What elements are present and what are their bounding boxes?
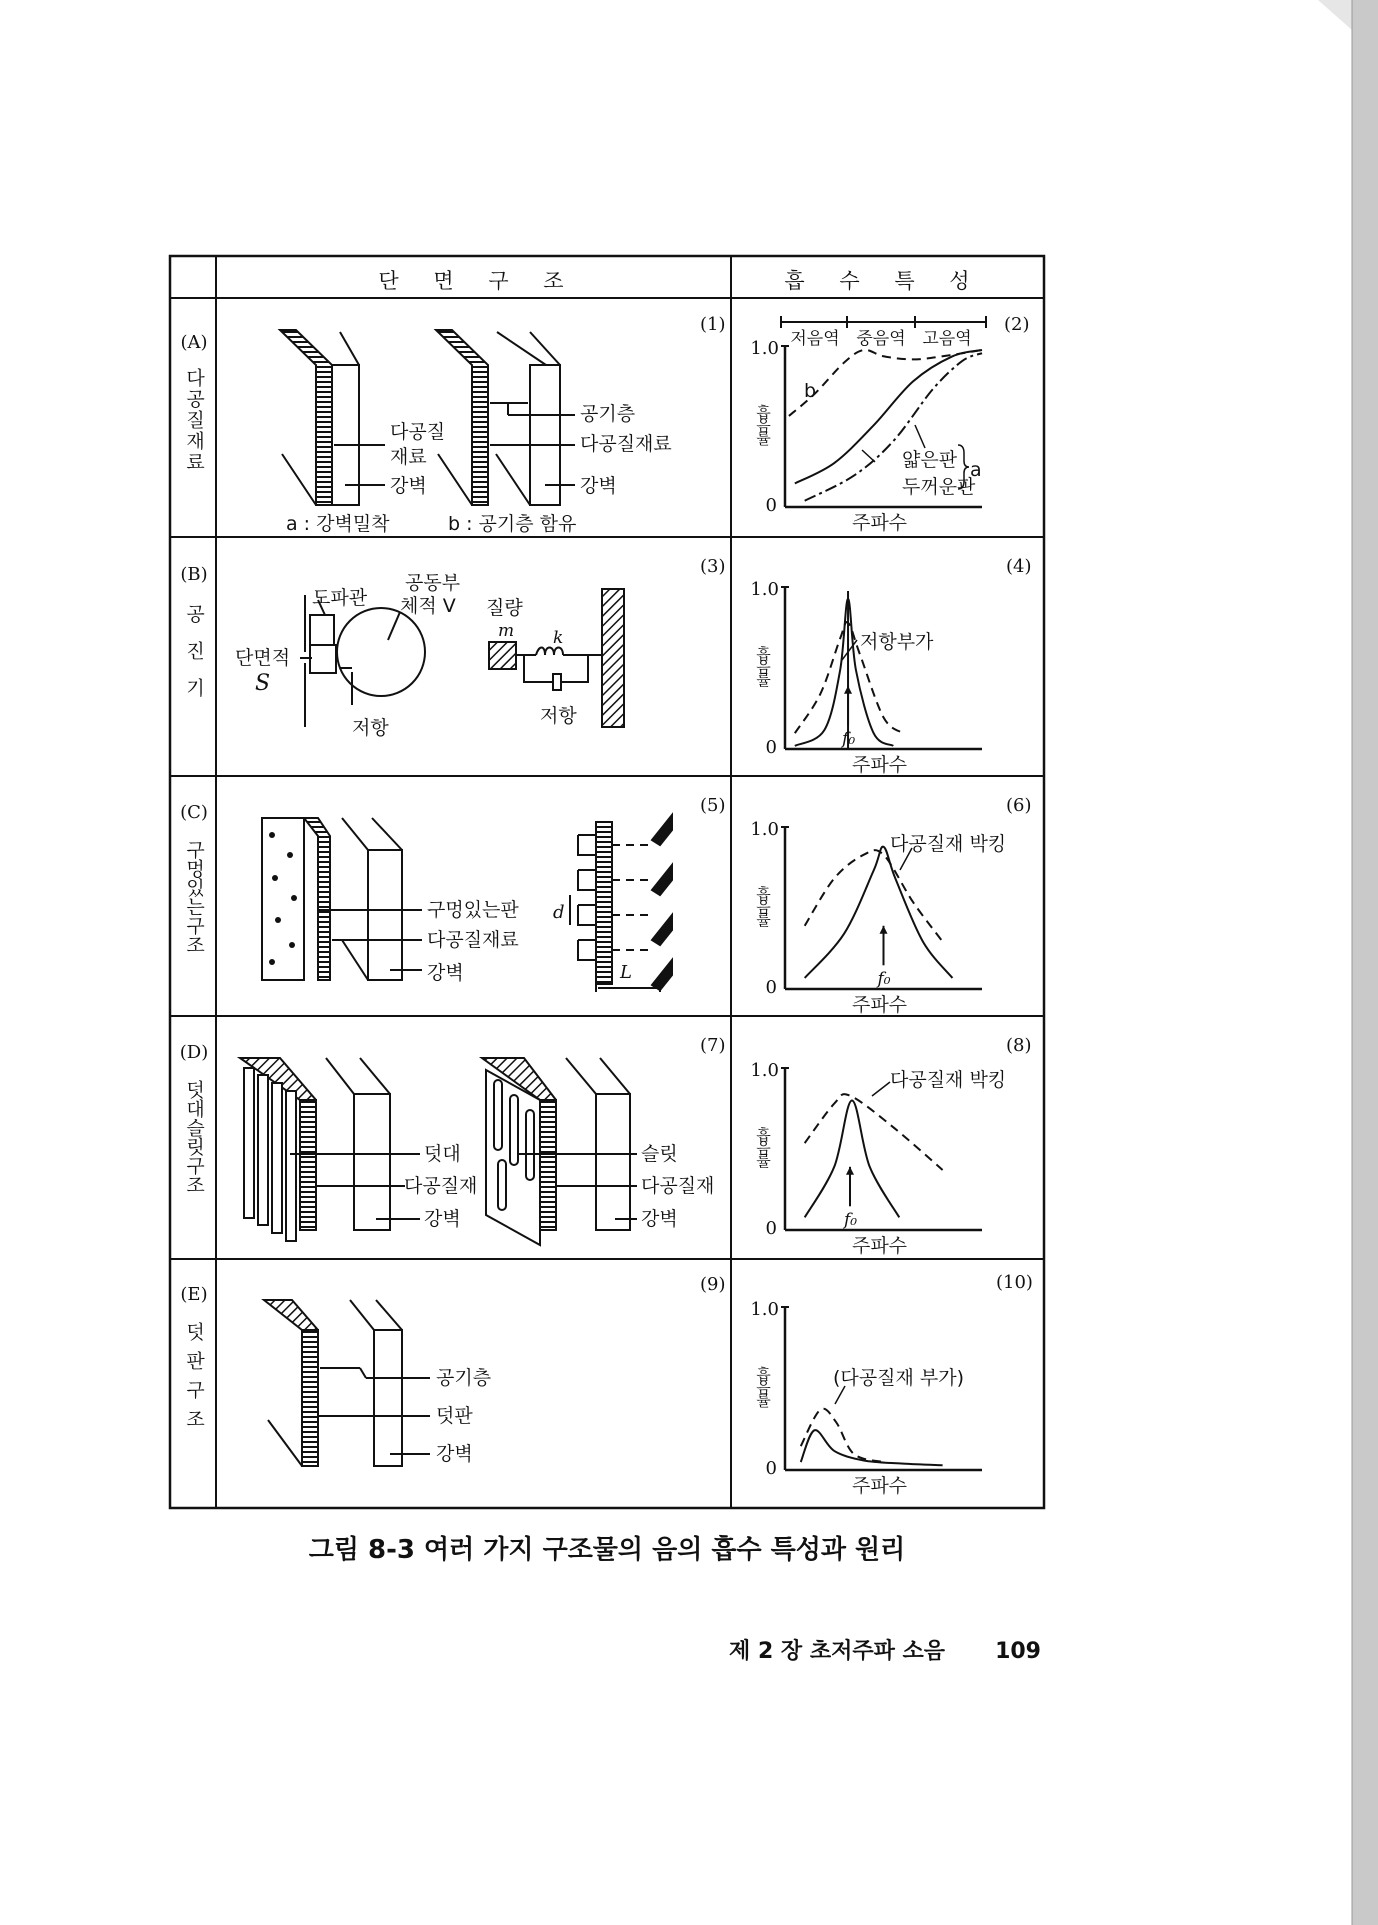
label-wall: 강벽 — [427, 962, 464, 984]
label-d: d — [553, 902, 565, 923]
label-wall: 강벽 — [580, 475, 617, 497]
label-air-layer: 공기층 — [436, 1367, 492, 1389]
fig-number-2: (2) — [1004, 314, 1030, 335]
header-cross-section: 단 면 구 조 — [378, 269, 578, 293]
label-porous-material: 다공질재료 — [427, 929, 519, 951]
label-air-layer: 공기층 — [580, 403, 636, 425]
series-label: 저항부가 — [860, 631, 934, 653]
label-mass: 질량 — [486, 597, 523, 619]
series-label: (다공질재 부가) — [833, 1367, 964, 1389]
label-cross-section-area: 단면적 — [235, 647, 291, 669]
label-material: 재료 — [390, 446, 427, 468]
label-porous: 다공질재 — [404, 1175, 478, 1197]
y-tick-label-min: 0 — [765, 737, 777, 758]
series-label: 두꺼운판 — [902, 476, 976, 498]
x-axis-label: 주파수 — [851, 512, 908, 534]
y-axis-label: 흡음률 — [754, 1366, 772, 1406]
footer-chapter: 제 2 장 초저주파 소음 — [729, 1639, 945, 1664]
y-tick-label-max: 1.0 — [750, 1299, 779, 1320]
y-tick-label-min: 0 — [765, 977, 777, 998]
series-label: 얇은판 — [902, 449, 958, 471]
header-absorption: 흡 수 특 성 — [784, 269, 984, 293]
label-volume: 체적 V — [400, 595, 456, 617]
label-slit: 슬릿 — [641, 1143, 678, 1165]
fig-number-4: (4) — [1006, 556, 1032, 577]
figure-caption: 그림 8-3 여러 가지 구조물의 음의 흡수 특성과 원리 — [308, 1535, 906, 1565]
group-label: a — [970, 459, 982, 481]
row-name-d: 덧대슬릿구조 — [183, 1080, 205, 1194]
label-perforated-panel: 구멍있는판 — [427, 899, 519, 921]
label-m: m — [498, 621, 515, 641]
series-label: 다공질재 박킹 — [890, 833, 1007, 855]
note-b: b : 공기층 함유 — [448, 513, 577, 535]
row-name-b: 공진기 — [183, 604, 205, 715]
label-cover-plate: 덧판 — [436, 1405, 473, 1427]
row-letter-e: (E) — [180, 1284, 208, 1305]
y-tick-label-max: 1.0 — [750, 819, 779, 840]
band-label: 저음역 — [790, 329, 840, 349]
fig-number-3: (3) — [700, 556, 726, 577]
fig-number-10: (10) — [996, 1272, 1033, 1293]
footer-page-number: 109 — [995, 1639, 1041, 1664]
fig-number-5: (5) — [700, 795, 726, 816]
x-axis-label: 주파수 — [851, 754, 908, 776]
series-label: b — [804, 380, 817, 402]
x-axis-label: 주파수 — [851, 994, 908, 1016]
y-tick-label-max: 1.0 — [750, 338, 779, 359]
y-tick-label-max: 1.0 — [750, 1060, 779, 1081]
page-edge-shadow — [1352, 0, 1378, 1925]
note-a: a : 강벽밀착 — [286, 513, 390, 535]
label-porous-material: 다공질재료 — [580, 433, 672, 455]
fig-number-7: (7) — [700, 1035, 726, 1056]
label-wall: 강벽 — [390, 475, 427, 497]
label-area-symbol: S — [255, 671, 271, 696]
y-tick-label-min: 0 — [765, 1218, 777, 1239]
row-letter-d: (D) — [179, 1042, 209, 1063]
series-label: 다공질재 박킹 — [890, 1069, 1007, 1091]
label-batten: 덧대 — [424, 1143, 461, 1165]
label-cavity: 공동부 — [405, 572, 461, 594]
fig-number-8: (8) — [1006, 1035, 1032, 1056]
label-resistance: 저항 — [352, 717, 389, 739]
fig-number-1: (1) — [700, 314, 726, 335]
y-axis-label: 흡음률 — [754, 1127, 772, 1166]
x-axis-label: 주파수 — [851, 1475, 908, 1497]
row-letter-b: (B) — [180, 564, 208, 585]
label-wall: 강벽 — [424, 1208, 461, 1230]
fig-number-6: (6) — [1006, 795, 1032, 816]
y-axis-label: 흡음률 — [754, 886, 772, 925]
y-tick-label-max: 1.0 — [750, 579, 779, 600]
y-tick-label-min: 0 — [765, 1458, 777, 1479]
label-porous: 다공질 — [390, 421, 446, 443]
label-wall: 강벽 — [436, 1443, 473, 1465]
band-label: 고음역 — [922, 329, 972, 349]
x-axis-label: 주파수 — [851, 1235, 908, 1257]
f0-label: f₀ — [842, 728, 856, 749]
row-name-c: 구멍있는구조 — [183, 840, 205, 954]
label-L: L — [620, 962, 632, 983]
label-damper-resistance: 저항 — [540, 705, 577, 727]
f0-label: f₀ — [844, 1209, 858, 1230]
row-name-e: 덧판구조 — [183, 1322, 205, 1438]
band-label: 중음역 — [856, 329, 906, 349]
y-tick-label-min: 0 — [765, 495, 777, 516]
label-wall: 강벽 — [641, 1208, 678, 1230]
label-porous: 다공질재 — [641, 1175, 715, 1197]
y-axis-label: 흡음률 — [754, 646, 772, 685]
row-letter-a: (A) — [180, 332, 208, 353]
label-neck-tube: 도파관 — [312, 587, 368, 609]
y-axis-label: 흡음률 — [754, 404, 772, 444]
label-k: k — [553, 628, 564, 648]
row-name-a: 다공질재료 — [183, 368, 205, 473]
fig-number-9: (9) — [700, 1274, 726, 1295]
row-letter-c: (C) — [180, 802, 208, 823]
f0-label: f₀ — [877, 968, 891, 989]
